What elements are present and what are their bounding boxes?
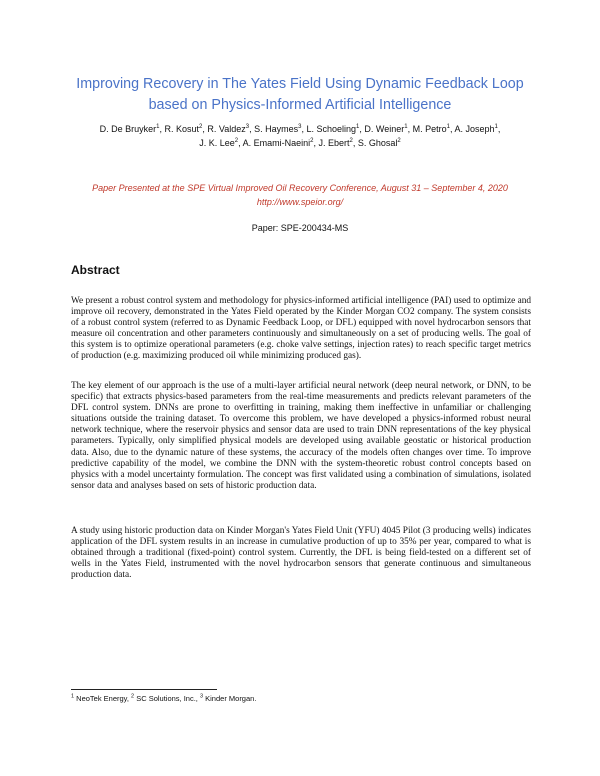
author: A. Emami-Naeini bbox=[242, 138, 311, 148]
affiliation-mark: 1 bbox=[404, 124, 408, 130]
footnote-divider bbox=[71, 689, 217, 690]
footnote-affiliation: Kinder Morgan. bbox=[203, 694, 257, 703]
abstract-paragraph-3: A study using historic production data on Kinder Morgan's Yates Field Unit (YFU) 4045 Pilot (3 producing wells) indicates application of the DFL system results in an increase in cumulative production of up to 35% per year, compared to what is obtained through a traditional (fixed-point) control system. Currently, the DFL is being field-tested on a different set of wells in the Yates Field, instrumented with the novel hydrocarbon sensors that generate continuous and simultaneous production data. bbox=[71, 526, 531, 581]
separator: , bbox=[249, 124, 255, 134]
conference-line: Paper Presented at the SPE Virtual Improved Oil Recovery Conference, August 31 – September 4, 2020 bbox=[92, 183, 508, 193]
abstract-heading: Abstract bbox=[71, 263, 120, 277]
separator: , bbox=[449, 124, 455, 134]
paper-id: Paper: SPE-200434-MS bbox=[251, 223, 349, 233]
separator: , bbox=[407, 124, 413, 134]
affiliation-mark: 2 bbox=[349, 138, 353, 144]
footnote-mark: 1 bbox=[71, 693, 75, 700]
separator: , bbox=[497, 124, 501, 134]
title-line-1: Improving Recovery in The Yates Field Using Dynamic Feedback Loop bbox=[76, 76, 524, 92]
author: J. Ebert bbox=[318, 138, 350, 148]
footnote-mark: 2 bbox=[131, 693, 135, 700]
author: J. K. Lee bbox=[199, 138, 235, 148]
affiliation-mark: 2 bbox=[397, 138, 401, 144]
author: A. Joseph bbox=[454, 124, 495, 134]
footnote-mark: 3 bbox=[199, 693, 204, 700]
separator: , bbox=[359, 124, 365, 134]
author: D. Weiner bbox=[364, 124, 405, 134]
authors-line-1 bbox=[50, 122, 550, 136]
separator: , bbox=[238, 138, 243, 148]
affiliation-mark: 2 bbox=[310, 138, 314, 144]
conference-url-link[interactable]: http://www.speior.org/ bbox=[256, 197, 344, 207]
authors-line-2 bbox=[50, 136, 550, 150]
separator: , bbox=[352, 138, 358, 148]
separator: , bbox=[301, 124, 307, 134]
separator: , bbox=[202, 124, 208, 134]
abstract-paragraph-2: The key element of our approach is the use of a multi-layer artificial neural network (deep neural network, or DNN, to be specific) that extracts physics-based parameters from the real-time measurements and predicts relevant parameters of the DFL control system. DNNs are prone to overfitting in training, making them ineffective in unfamiliar or challenging situations outside the training dataset. To overcome this problem, we have developed a physics-informed robust neural network technique, where the reservoir physics and sensor data are used to train DNN representations of the key physical parameters. Typically, only simplified physical models are developed using available geostatic or historical production data. Also, due to the dynamic nature of these systems, the accuracy of the models often changes over time. To improve predictive capability of the model, we combine the DNN with the system-theoretic robust control concepts based on physics with a model uncertainty formulation. The concept was first validated using a combination of simulations, isolated sensor data and analyses based on sets of historic production data. bbox=[71, 381, 531, 491]
affiliation-mark: 1 bbox=[356, 124, 360, 130]
separator: , bbox=[159, 124, 165, 134]
title-line-2: based on Physics-Informed Artificial Intelligence bbox=[148, 97, 452, 113]
author: D. De Bruyker bbox=[99, 124, 157, 134]
affiliation-footnote bbox=[71, 693, 531, 704]
affiliation-mark: 2 bbox=[199, 124, 203, 130]
author: S. Ghosal bbox=[357, 138, 398, 148]
author: R. Kosut bbox=[164, 124, 200, 134]
author: R. Valdez bbox=[207, 124, 246, 134]
abstract-paragraph-1: We present a robust control system and methodology for physics-informed artificial intelligence (PAI) used to optimize and improve oil recovery, demonstrated in the Yates Field operated by the Kinder Morgan CO2 company. The system consists of a robust control system (referred to as Dynamic Feedback Loop, or DFL) equipped with novel hydrocarbon sensors that measure oil concentration and other parameters continuously and simultaneously on a set of producing wells. The goal of this system is to optimize operational parameters (e.g. choke valve settings, injection rates) to reach specific target metrics of production (e.g. maximizing produced oil while minimizing produced gas). bbox=[71, 296, 531, 362]
footnote-affiliation: SC Solutions, Inc., bbox=[134, 694, 200, 703]
author: L. Schoeling bbox=[306, 124, 357, 134]
affiliation-mark: 1 bbox=[446, 124, 450, 130]
footnote-affiliation: NeoTek Energy, bbox=[74, 694, 132, 703]
affiliation-mark: 2 bbox=[234, 138, 239, 144]
author: S. Haymes bbox=[254, 124, 299, 134]
affiliation-mark: 1 bbox=[156, 124, 160, 130]
affiliation-mark: 1 bbox=[494, 124, 498, 130]
author: M. Petro bbox=[412, 124, 447, 134]
affiliation-mark: 3 bbox=[245, 124, 250, 130]
separator: , bbox=[313, 138, 319, 148]
affiliation-mark: 3 bbox=[298, 124, 302, 130]
